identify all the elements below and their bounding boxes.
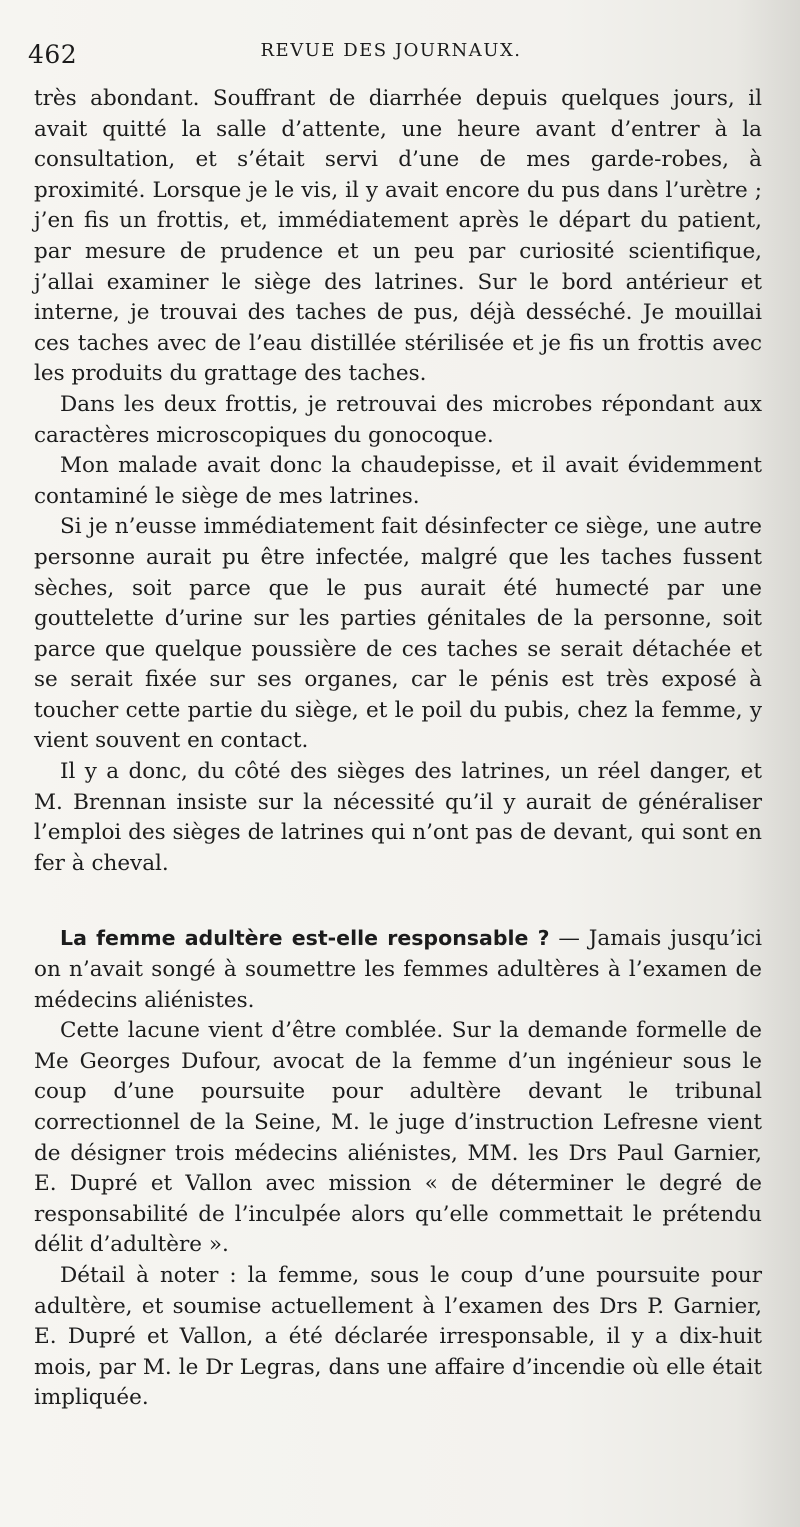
paragraph-continued: très abondant. Souffrant de diarrhée depuis quelques jours, il avait quitté la salle d’attente, une heure avant d’entrer à la consultation, et s’était servi d’une de mes garde-robes, à proximité. Lorsque je le vis, il y avait encore du pus dans l’urètre ; j’en fis un frottis, et, immédiatement après le départ du patient, par mesure de prudence et un peu par curiosité scientifique, j’allai examiner le siège des latrines. Sur le bord antérieur et interne, je trouvai des taches de pus, déjà desséché. Je mouillai ces taches avec de l’eau distillée stérilisée et je fis un frottis avec les produits du grattage des taches. <box>34 86 762 387</box>
page-number: 462 <box>28 40 78 69</box>
paragraph: Si je n’eusse immédiatement fait désinfecter ce siège, une autre personne aurait pu être infectée, malgré que les taches fussent sèches, soit parce que le pus aurait été humecté par une gouttelette d’urine sur les parties génitales de la personne, soit parce que quelque poussière de ces taches se serait détachée et se serait fixée sur ses organes, car le pénis est très exposé à toucher cette partie du siège, et le poil du pubis, chez la femme, y vient souvent en contact. <box>34 514 762 754</box>
section-opening-paragraph <box>34 923 762 1016</box>
paragraph: Il y a donc, du côté des sièges des latrines, un réel danger, et M. Brennan insiste sur la nécessité qu’il y aurait de généraliser l’emploi des sièges de latrines qui n’ont pas de devant, qui sont en fer à cheval. <box>34 759 762 876</box>
paragraph: Mon malade avait donc la chaudepisse, et il avait évidemment contaminé le siège de mes latrines. <box>34 453 762 509</box>
page-header <box>28 34 754 74</box>
paragraph: Détail à noter : la femme, sous le coup d’une poursuite pour adultère, et soumise actuellement à l’examen des Drs P. Garnier, E. Dupré et Vallon, a été déclarée irresponsable, il y a dix-huit mois, par M. le Dr Legras, dans une affaire d’incendie où elle était impliquée. <box>34 1262 762 1411</box>
paragraph: Dans les deux frottis, je retrouvai des microbes répondant aux caractères microscopiques du gonocoque. <box>34 391 762 448</box>
article-body <box>34 84 762 1414</box>
paragraph: Cette lacune vient d’être comblée. Sur la demande formelle de Me Georges Dufour, avocat de la femme d’un ingénieur sous le coup d’une poursuite pour adultère devant le tribunal correctionnel de la Seine, M. le juge d’instruction Lefresne vient de désigner trois médecins aliénistes, MM. les Drs Paul Garnier, E. Dupré et Vallon avec mission « de déterminer le degré de responsabilité de l’inculpée alors qu’elle commettait le prétendu délit d’adultère ». <box>34 1018 762 1258</box>
section-headline: La femme adultère est-elle responsable ? <box>60 926 550 951</box>
section-lead-text: — Jamais jusqu’ici on n’avait songé à soumettre les femmes adultères à l’examen de médecins aliénistes. <box>34 926 763 1013</box>
running-title: REVUE DES JOURNAUX. <box>260 40 522 61</box>
